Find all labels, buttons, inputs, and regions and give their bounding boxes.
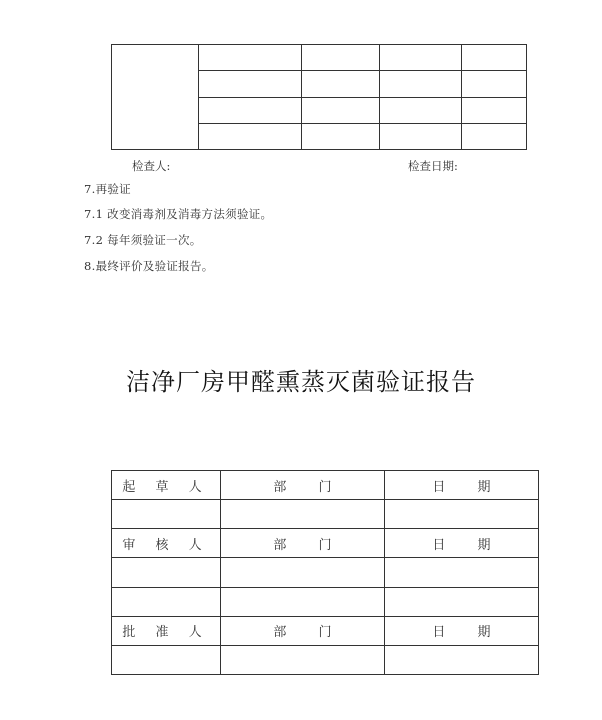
approver-label: 批 准 人 — [112, 616, 221, 645]
table-cell — [199, 97, 302, 123]
inspection-record-table — [111, 44, 527, 150]
reviewer-dept-cell[interactable] — [221, 558, 385, 587]
table-cell — [380, 45, 462, 71]
dept-label: 部 门 — [221, 471, 385, 500]
table-cell — [199, 71, 302, 97]
table-row — [112, 500, 539, 529]
reviewer-label: 审 核 人 — [112, 529, 221, 558]
table-cell — [380, 97, 462, 123]
date-label: 日 期 — [385, 529, 539, 558]
table-cell — [462, 71, 527, 97]
report-title: 洁净厂房甲醛熏蒸灭菌验证报告 — [126, 368, 476, 396]
table-cell — [302, 123, 380, 149]
inspector-label: 检查人: — [132, 159, 171, 173]
reviewer-dept-cell[interactable] — [221, 587, 385, 616]
reviewer-date-cell[interactable] — [385, 587, 539, 616]
section-item: 7.2 每年须验证一次。 — [84, 233, 202, 247]
drafter-date-cell[interactable] — [385, 500, 539, 529]
table-cell — [462, 97, 527, 123]
section-item: 7.1 改变消毒剂及消毒方法须验证。 — [84, 207, 273, 221]
table-cell — [462, 123, 527, 149]
table-row — [112, 587, 539, 616]
table-row — [112, 558, 539, 587]
approver-date-cell[interactable] — [385, 645, 539, 674]
inspection-date-label: 检查日期: — [408, 159, 458, 173]
merged-cell — [112, 45, 199, 150]
reviewer-name-cell[interactable] — [112, 558, 221, 587]
table-cell — [199, 123, 302, 149]
table-row — [112, 45, 527, 71]
signature-table — [111, 470, 539, 675]
reviewer-date-cell[interactable] — [385, 558, 539, 587]
dept-label: 部 门 — [221, 529, 385, 558]
section-heading: 8.最终评价及验证报告。 — [84, 259, 214, 273]
table-cell — [302, 45, 380, 71]
table-row — [112, 529, 539, 558]
approver-dept-cell[interactable] — [221, 645, 385, 674]
drafter-name-cell[interactable] — [112, 500, 221, 529]
date-label: 日 期 — [385, 616, 539, 645]
table-cell — [199, 45, 302, 71]
dept-label: 部 门 — [221, 616, 385, 645]
section-heading: 7.再验证 — [84, 182, 131, 196]
reviewer-name-cell[interactable] — [112, 587, 221, 616]
approver-name-cell[interactable] — [112, 645, 221, 674]
table-row — [112, 645, 539, 674]
table-row — [112, 471, 539, 500]
table-cell — [462, 45, 527, 71]
drafter-label: 起 草 人 — [112, 471, 221, 500]
table-cell — [302, 97, 380, 123]
table-cell — [302, 71, 380, 97]
table-cell — [380, 71, 462, 97]
table-cell — [380, 123, 462, 149]
drafter-dept-cell[interactable] — [221, 500, 385, 529]
date-label: 日 期 — [385, 471, 539, 500]
table-row — [112, 616, 539, 645]
